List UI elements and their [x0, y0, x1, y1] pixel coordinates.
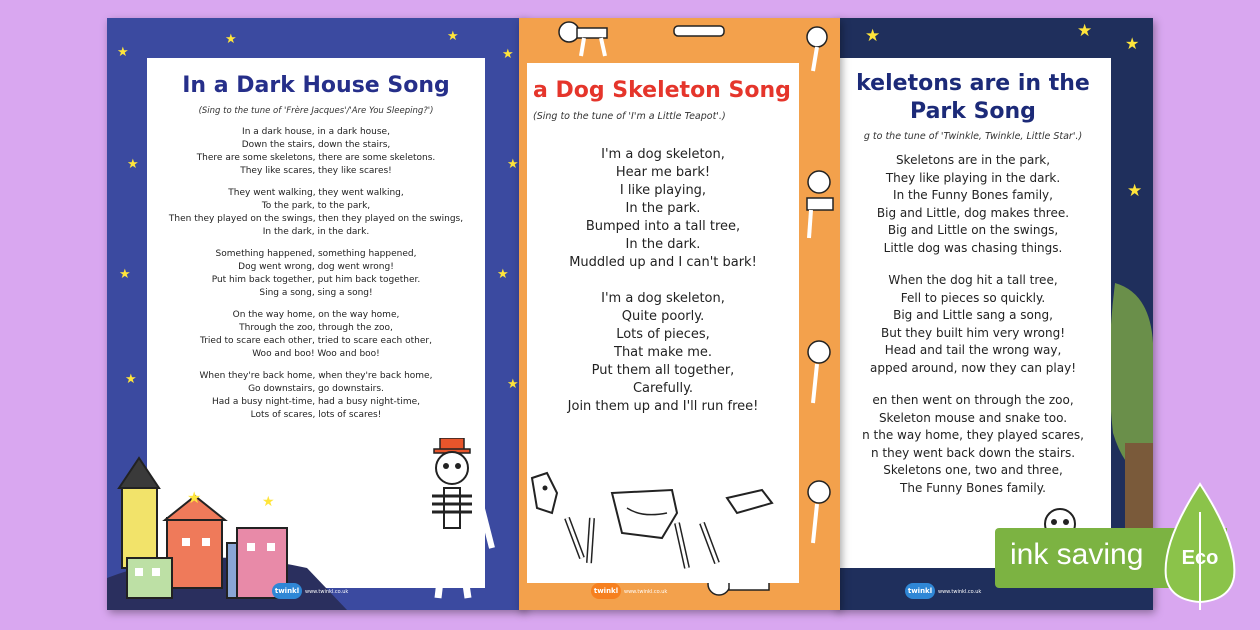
lyric-line: They like scares, they like scares! [240, 165, 392, 176]
lyric-line: To the park, to the park, [261, 200, 371, 211]
lyric-line: I'm a dog skeleton, [601, 146, 725, 162]
lyric-line: That make me. [614, 344, 712, 360]
lyric-line: Lots of pieces, [616, 326, 710, 342]
verse [147, 370, 485, 422]
lyric-line: In the Funny Bones family, [893, 188, 1053, 202]
svg-text:★: ★ [187, 488, 202, 507]
dog-skeleton-icon [799, 338, 839, 408]
lyric-line: Head and tail the wrong way, [884, 343, 1062, 357]
lyric-line: Big and Little on the swings, [887, 223, 1059, 237]
lyric-line: Fell to pieces so quickly. [900, 290, 1046, 305]
twinkl-logo: twinkl [591, 583, 621, 599]
lyric-line: apped around, now they can play! [870, 360, 1076, 375]
lyric-line: Skeletons are in the park, [895, 153, 1051, 167]
lyric-line: There are some skeletons, there are some skeletons. [196, 152, 436, 163]
verse [147, 187, 485, 239]
lyric-line: On the way home, on the way home, [232, 309, 400, 320]
star-icon: ★ [127, 157, 139, 172]
lyric-line: Big and Little sang a song, [893, 308, 1053, 322]
lyric-line: Big and Little, dog makes three. [876, 205, 1070, 220]
verse [147, 248, 485, 300]
verse [835, 152, 1111, 257]
song-title: In a Dark House Song [182, 73, 450, 98]
lyric-line: Sing a song, sing a song! [259, 287, 373, 298]
star-icon: ★ [865, 26, 881, 46]
verses [147, 126, 485, 422]
lyric-line: Then they played on the swings, then they played on the swings, [168, 213, 464, 224]
star-icon: ★ [225, 32, 237, 47]
song-tune: (Sing to the tune of 'I'm a Little Teapot'.) [533, 110, 726, 122]
song-title [835, 58, 1111, 125]
lyric-line: Through the zoo, through the zoo, [239, 322, 393, 333]
star-icon: ★ [1125, 34, 1140, 53]
lyric-line: In the dark. [625, 236, 701, 252]
dog-skeleton-icon [549, 18, 619, 58]
lyric-line: They like playing in the dark. [885, 170, 1061, 185]
song-panel [835, 58, 1111, 568]
lyric-line: When they're back home, when they're back home, [199, 370, 433, 381]
verse [147, 309, 485, 361]
verse [527, 290, 799, 416]
lyric-line: Skeleton mouse and snake too. [878, 410, 1068, 425]
star-icon: ★ [117, 45, 129, 60]
lyric-line: n they went back down the stairs. [870, 445, 1076, 460]
star-icon: ★ [497, 267, 509, 282]
badge-label: ink saving [1010, 538, 1144, 571]
lyric-line: Put them all together, [591, 362, 735, 378]
lyric-line: I like playing, [619, 182, 707, 198]
logo-url: www.twinkl.co.uk [624, 589, 668, 595]
svg-text:★: ★ [262, 494, 275, 510]
lyric-line: Had a busy night-time, had a busy night-time, [211, 396, 421, 407]
verse [835, 392, 1111, 497]
lyric-line: Quite poorly. [621, 308, 705, 324]
lyric-line: en then went on through the zoo, [872, 393, 1074, 407]
eco-leaf-icon [1160, 482, 1240, 612]
lyric-line: When the dog hit a tall tree, [888, 273, 1058, 287]
eco-label: Eco [1181, 547, 1219, 569]
lyric-line: Woo and boo! Woo and boo! [252, 348, 380, 359]
dog-bones-illustration [527, 468, 799, 578]
lyric-line: Put him back together, put him back together. [211, 274, 421, 285]
lyric-line: Dog went wrong, dog went wrong! [238, 261, 394, 272]
lyric-line: Lots of scares, lots of scares! [250, 409, 382, 420]
song-title-line: Park Song [910, 98, 1036, 124]
lyric-line: n the way home, they played scares, [862, 428, 1084, 442]
lyric-line: Skeletons one, two and three, [883, 463, 1063, 477]
sheet-dark-house [107, 18, 525, 610]
lyric-line: Little dog was chasing things. [883, 240, 1063, 255]
star-icon: ★ [507, 157, 519, 172]
star-icon: ★ [447, 29, 459, 44]
song-tune: g to the tune of 'Twinkle, Twinkle, Little Star'.) [863, 131, 1083, 142]
lyric-line: Hear me bark! [615, 164, 711, 180]
sheet-park-song [835, 18, 1153, 610]
skeleton-illustration [412, 438, 502, 608]
lyric-line: But they built him very wrong! [880, 325, 1065, 340]
star-icon: ★ [507, 377, 519, 392]
star-icon: ★ [502, 47, 514, 62]
lyric-line: Carefully. [632, 380, 694, 396]
song-title-line: keletons are in the [856, 71, 1090, 96]
star-icon: ★ [125, 372, 137, 387]
lyric-line: Muddled up and I can't bark! [569, 254, 757, 270]
lyric-line: In a dark house, in a dark house, [242, 126, 390, 137]
song-tune: (Sing to the tune of 'Frère Jacques'/'Are You Sleeping?') [198, 105, 434, 116]
lyric-line: Bumped into a tall tree, [585, 218, 741, 234]
lyric-line: Something happened, something happened, [215, 248, 417, 259]
star-icon: ★ [119, 267, 131, 282]
verse [527, 146, 799, 272]
lyric-line: Go downstairs, go downstairs. [248, 383, 384, 394]
song-panel [527, 63, 799, 583]
dog-skeleton-icon [799, 478, 839, 548]
dog-skeleton-icon [799, 168, 839, 248]
lyric-line: In the park. [625, 200, 701, 216]
twinkl-logo: twinkl [905, 583, 935, 599]
lyric-line: They went walking, they went walking, [228, 187, 404, 198]
sheet-dog-skeleton [519, 18, 840, 610]
logo-url: www.twinkl.co.uk [305, 589, 349, 595]
dog-skeleton-icon [799, 23, 839, 73]
verses [527, 132, 799, 416]
song-title: a Dog Skeleton Song [533, 78, 791, 103]
bone-icon [669, 18, 729, 48]
lyric-line: Tried to scare each other, tried to scare each other, [200, 335, 432, 346]
verse [835, 272, 1111, 377]
lyric-line: I'm a dog skeleton, [601, 290, 725, 306]
verses [835, 152, 1111, 497]
lyric-line: The Funny Bones family. [900, 480, 1046, 495]
star-icon: ★ [1127, 181, 1143, 201]
star-icon: ★ [1077, 21, 1093, 41]
lyric-line: Down the stairs, down the stairs, [241, 139, 391, 150]
logo-url: www.twinkl.co.uk [938, 589, 982, 595]
twinkl-logo: twinkl [272, 583, 302, 599]
lyric-line: In the dark, in the dark. [262, 226, 370, 237]
lyric-line: Join them up and I'll run free! [567, 398, 759, 414]
verse [147, 126, 485, 178]
